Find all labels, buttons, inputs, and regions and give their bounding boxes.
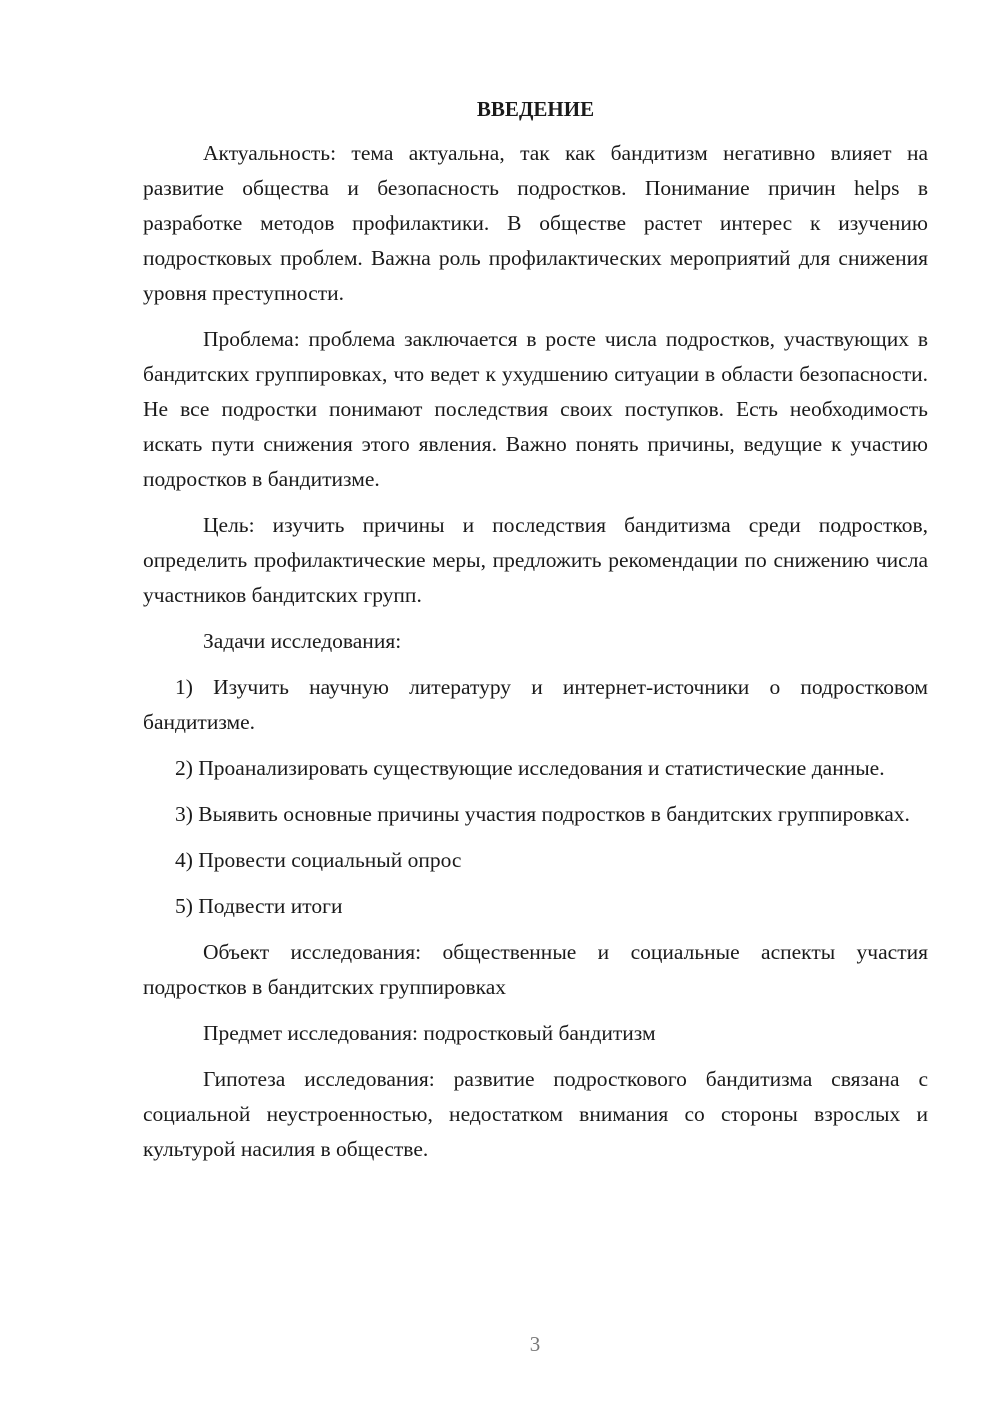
problem-paragraph: Проблема: проблема заключается в росте числа подростков, участвующих в бандитских группировках, что ведет к ухудшению ситуации в области безопасности. Не все подростки понимают последствия своих поступков. Есть необходимость искать пути снижения этого явления. Важно понять причины, ведущие к участию подростков в бандитизме. <box>143 327 928 491</box>
tasks-title: Задачи исследования: <box>203 629 402 653</box>
object-paragraph: Объект исследования: общественные и социальные аспекты участия подростков в бандитских группировках <box>143 940 928 999</box>
task-item-1: 1) Изучить научную литературу и интернет-источники о подростковом бандитизме. <box>143 675 928 734</box>
relevance-paragraph: Актуальность: тема актуальна, так как бандитизм негативно влияет на развитие общества и безопасность подростков. Понимание причин helps в разработке методов профилактики. В обществе растет интерес к изучению подростковых проблем. Важна роль профилактических мероприятий для снижения уровня преступности. <box>143 141 928 305</box>
task-item-5: 5) Подвести итоги <box>175 894 343 918</box>
task-item-3: 3) Выявить основные причины участия подростков в бандитских группировках. <box>175 802 910 826</box>
goal-paragraph: Цель: изучить причины и последствия бандитизма среди подростков, определить профилактические меры, предложить рекомендации по снижению числа участников бандитских групп. <box>143 513 928 607</box>
page-number: 3 <box>529 1332 541 1356</box>
task-item-2: 2) Проанализировать существующие исследования и статистические данные. <box>175 756 885 780</box>
task-item-4: 4) Провести социальный опрос <box>175 848 462 872</box>
section-heading: ВВЕДЕНИЕ <box>476 97 595 121</box>
hypothesis-paragraph: Гипотеза исследования: развитие подросткового бандитизма связана с социальной неустроенностью, недостатком внимания со стороны взрослых и культурой насилия в обществе. <box>143 1067 928 1161</box>
subject-paragraph: Предмет исследования: подростковый бандитизм <box>203 1021 656 1045</box>
document-page <box>143 92 928 1178</box>
